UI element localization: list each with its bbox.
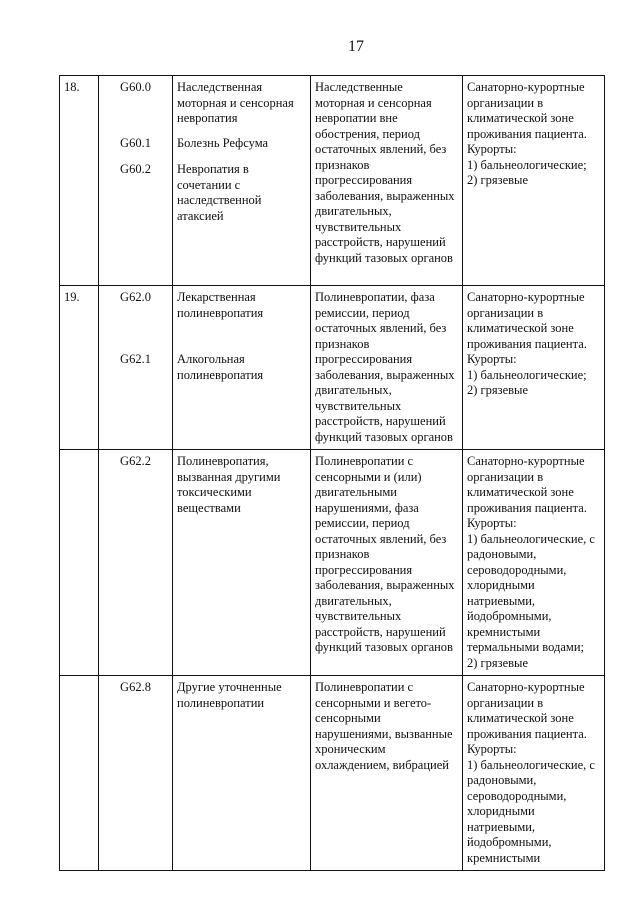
resort-cell: Санаторно-курортные организации в климатической зоне проживания пациента. Курорты: 1) бальнеологические, с радоновыми, сероводородными, хлоридными натриевыми, йодобромными, кремнистыми термальными водами; 2) грязевые (463, 450, 605, 676)
diagnosis-cell (173, 76, 311, 286)
condition-cell: Полиневропатии с сенсорными и вегето- сенсорными нарушениями, вызванные хроническим охлаждением, вибрацией (311, 676, 463, 871)
icd-code: G62.0 (120, 290, 151, 304)
resort-cell: Санаторно-курортные организации в климатической зоне проживания пациента. Курорты: 1) бальнеологические; 2) грязевые (463, 76, 605, 286)
diagnosis-name: Наследственная моторная и сенсорная невропатия (177, 80, 294, 125)
row-number: 18. (60, 76, 99, 286)
condition-cell: Полиневропатии с сенсорными и (или) двигательными нарушениями, фаза ремиссии, период остаточных явлений, без признаков прогрессирования заболевания, выраженных двигательных, чувствительных расстройств, нарушений функций тазовых органов (311, 450, 463, 676)
icd-codes-cell (99, 676, 173, 871)
icd-codes-cell (99, 450, 173, 676)
condition-cell: Наследственные моторная и сенсорная невропатии вне обострения, период остаточных явлений, без признаков прогрессирования заболевания, выраженных двигательных, чувствительных расстройств, нарушений функций тазовых органов (311, 76, 463, 286)
row-number (60, 676, 99, 871)
resort-indications-table (59, 75, 605, 871)
diagnosis-name: Другие уточненные полиневропатии (177, 680, 282, 710)
icd-code: G60.2 (120, 162, 151, 176)
icd-code: G62.8 (120, 680, 151, 694)
resort-cell: Санаторно-курортные организации в климатической зоне проживания пациента. Курорты: 1) бальнеологические, с радоновыми, сероводородными, хлоридными натриевыми, йодобромными, кремнистыми (463, 676, 605, 871)
page-number: 17 (348, 38, 364, 55)
diagnosis-cell (173, 450, 311, 676)
row-number (60, 450, 99, 676)
diagnosis-name: Болезнь Рефсума (177, 136, 269, 150)
diagnosis-name: Алкогольная полиневропатия (177, 352, 264, 382)
icd-code: G62.1 (120, 352, 151, 366)
row-number: 19. (60, 286, 99, 450)
condition-cell: Полиневропатии, фаза ремиссии, период остаточных явлений, без признаков прогрессирования заболевания, выраженных двигательных, чувствительных расстройств, нарушений функций тазовых органов (311, 286, 463, 450)
diagnosis-name: Полиневропатия, вызванная другими токсическими веществами (177, 454, 281, 515)
table-row (60, 76, 605, 286)
diagnosis-name: Лекарственная полиневропатия (177, 290, 264, 320)
icd-code: G60.0 (120, 80, 151, 94)
icd-code: G60.1 (120, 136, 151, 150)
diagnosis-cell (173, 676, 311, 871)
resort-cell: Санаторно-курортные организации в климатической зоне проживания пациента. Курорты: 1) бальнеологические; 2) грязевые (463, 286, 605, 450)
icd-codes-cell (99, 286, 173, 450)
icd-code: G62.2 (120, 454, 151, 468)
diagnosis-name: Невропатия в сочетании с наследственной атаксией (177, 162, 262, 223)
table-row (60, 286, 605, 450)
icd-codes-cell (99, 76, 173, 286)
table-row (60, 676, 605, 871)
diagnosis-cell (173, 286, 311, 450)
table-row (60, 450, 605, 676)
